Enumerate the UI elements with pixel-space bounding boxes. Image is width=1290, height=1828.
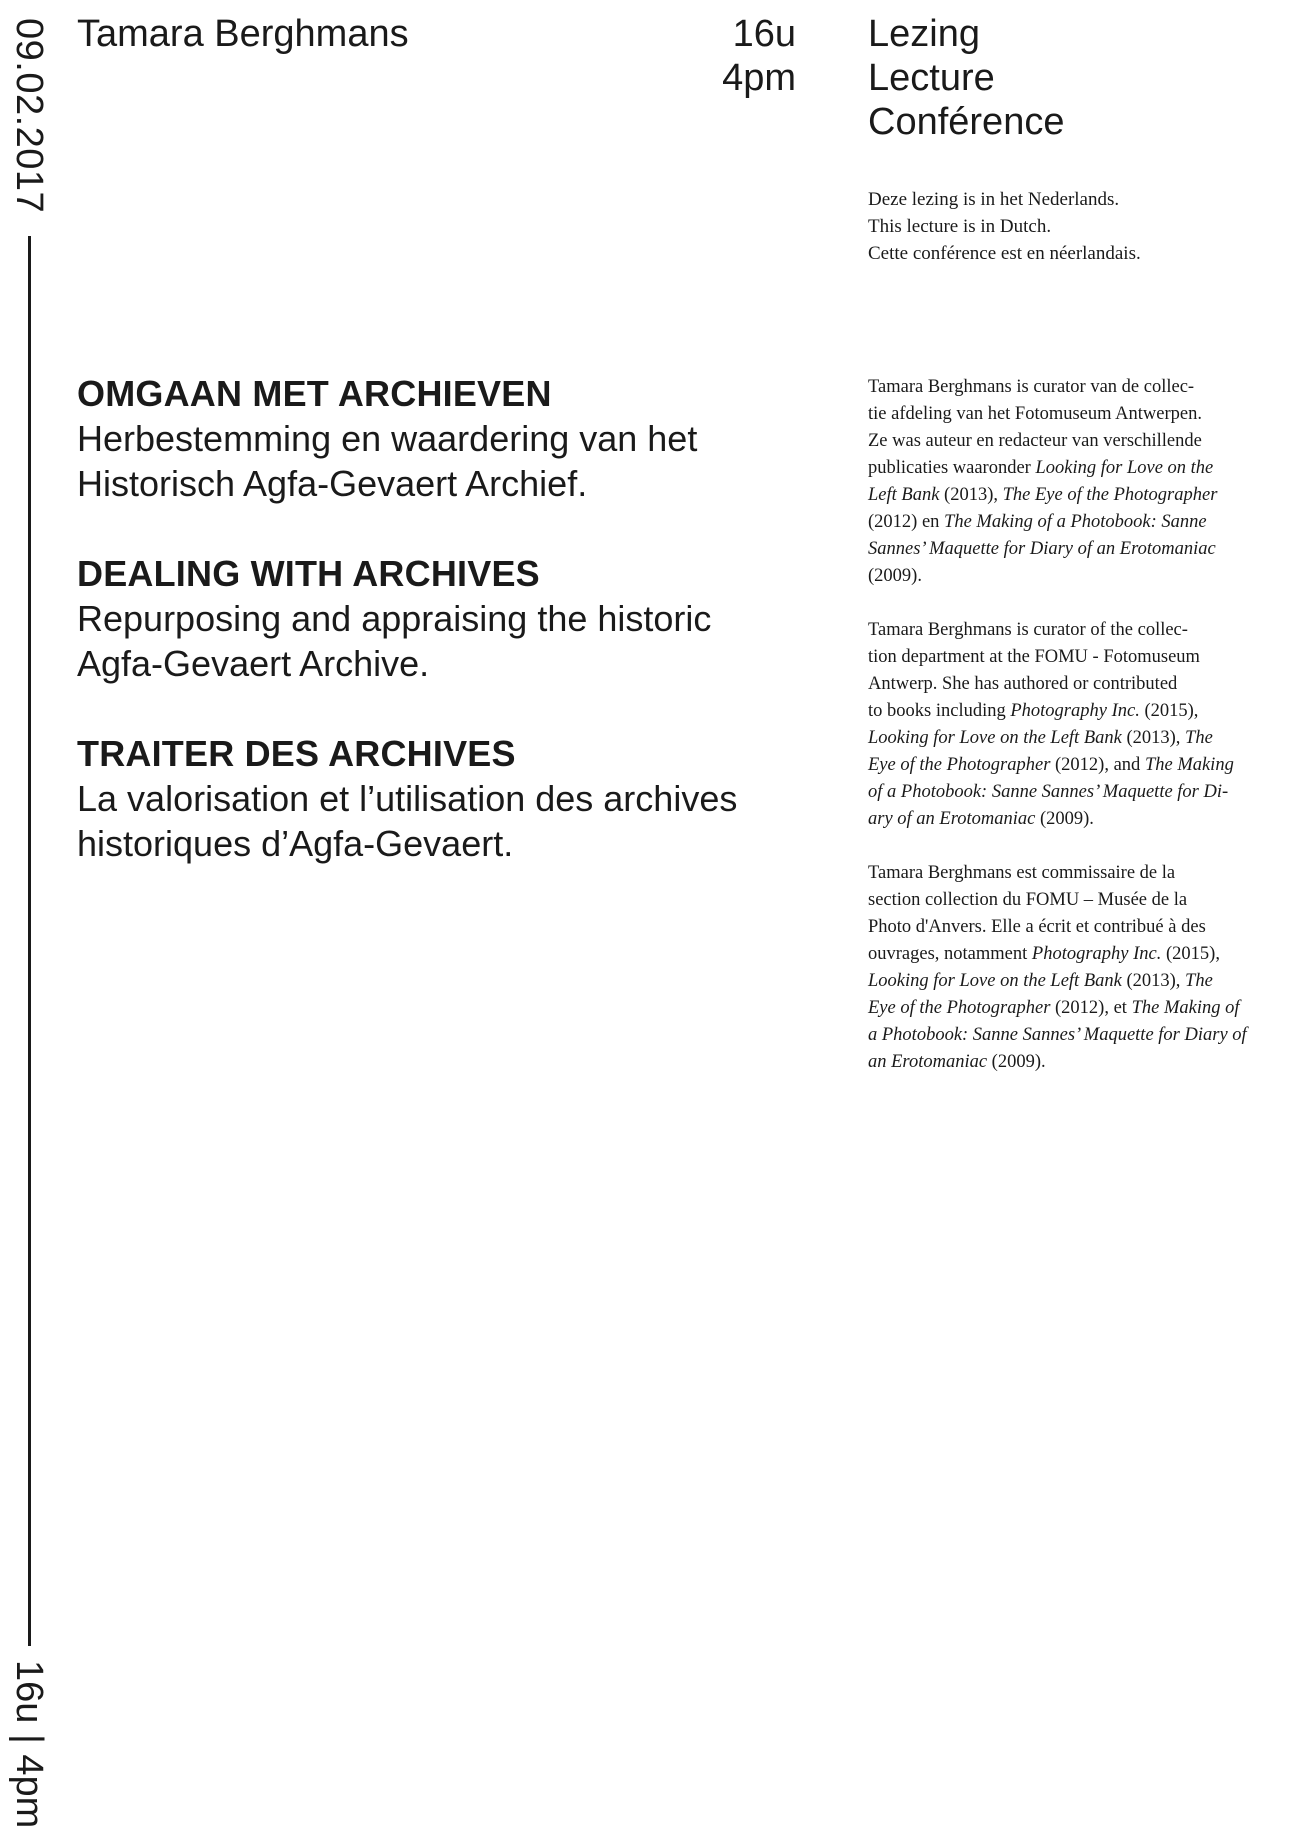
language-note-nl: Deze lezing is in het Nederlands. — [868, 189, 1120, 210]
side-date: 09.02.2017 — [8, 18, 50, 214]
title-group-fr — [77, 732, 837, 866]
bio-line — [868, 968, 1268, 995]
side-time: 16u | 4pm — [8, 1660, 50, 1828]
bio-book-title: The — [1185, 971, 1213, 991]
bio-text: (2013), — [1121, 971, 1186, 991]
bio-book-title: Sannes’ Maquette for Diary of an Erotomaniac — [868, 539, 1216, 559]
bio-book-title: The Making of — [1131, 998, 1240, 1018]
bio-en — [868, 617, 1268, 833]
bio-line — [868, 455, 1268, 482]
bio-text: (2009). — [987, 1052, 1046, 1072]
title-heading-fr: TRAITER DES ARCHIVES — [77, 733, 516, 774]
title-group-nl — [77, 372, 837, 506]
bio-book-title: Eye of the Photographer — [868, 998, 1051, 1018]
bio-text: (2013), — [939, 485, 1003, 505]
event-type-en: Lecture — [868, 57, 995, 99]
bio-line — [868, 725, 1268, 752]
bio-book-title: The Eye of the Photographer — [1002, 485, 1218, 505]
bio-text: to books including — [868, 701, 1011, 721]
bio-book-title: Eye of the Photographer — [868, 755, 1051, 775]
language-note-en: This lecture is in Dutch. — [868, 216, 1052, 237]
bio-line — [868, 752, 1268, 779]
bio-nl — [868, 374, 1268, 590]
bio-book-title: The Making — [1144, 755, 1234, 775]
bio-book-title: Looking for Love on the Left Bank — [868, 728, 1122, 748]
title-subtitle-line: Herbestemming en waardering van het — [77, 418, 698, 459]
event-type-nl: Lezing — [868, 13, 980, 55]
bio-line — [868, 536, 1268, 563]
bio-line: Antwerp. She has authored or contributed — [868, 674, 1178, 694]
time-block — [640, 12, 796, 100]
bio-book-title: Looking for Love on the Left Bank — [868, 971, 1122, 991]
bio-book-title: Left Bank — [868, 485, 940, 505]
bio-line — [868, 1049, 1268, 1076]
bio-line — [868, 698, 1268, 725]
bio-text: ouvrages, notamment — [868, 944, 1032, 964]
title-heading-nl: OMGAAN MET ARCHIEVEN — [77, 373, 552, 414]
bio-line: Tamara Berghmans is curator van de collec- — [868, 377, 1195, 397]
title-subtitle-en — [77, 596, 837, 686]
bio-book-title: The Making of a Photobook: Sanne — [944, 512, 1207, 532]
bio-text: publicaties waaronder — [868, 458, 1036, 478]
title-heading-en: DEALING WITH ARCHIVES — [77, 553, 540, 594]
bio-line — [868, 941, 1268, 968]
title-subtitle-line: Historisch Agfa-Gevaert Archief. — [77, 463, 588, 504]
speaker-name: Tamara Berghmans — [77, 13, 409, 55]
bio-line: Photo d'Anvers. Elle a écrit et contribué à des — [868, 917, 1206, 937]
bio-text: (2013), — [1121, 728, 1186, 748]
side-rule-divider — [28, 236, 31, 1646]
bio-line: tion department at the FOMU - Fotomuseum — [868, 647, 1200, 667]
title-subtitle-line: La valorisation et l’utilisation des archives — [77, 778, 738, 819]
bio-book-title: Photography Inc. — [1010, 701, 1140, 721]
time-nl: 16u — [732, 13, 796, 55]
language-note-fr: Cette conférence est en néerlandais. — [868, 243, 1141, 264]
bio-line — [868, 779, 1268, 806]
bio-line: section collection du FOMU – Musée de la — [868, 890, 1188, 910]
title-subtitle-fr — [77, 776, 837, 866]
title-group-en — [77, 552, 837, 686]
bio-line — [868, 509, 1268, 536]
bio-book-title: Photography Inc. — [1031, 944, 1162, 964]
bio-book-title: a Photobook: Sanne Sannes’ Maquette for Diary of — [868, 1025, 1247, 1045]
bio-line: (2009). — [868, 566, 922, 586]
title-subtitle-line: Repurposing and appraising the historic — [77, 598, 712, 639]
bio-text: (2009). — [1035, 809, 1094, 829]
event-type-block — [868, 12, 1064, 144]
bio-book-title: Looking for Love on the — [1035, 458, 1214, 478]
bio-line: Ze was auteur en redacteur van verschillende — [868, 431, 1202, 451]
title-subtitle-nl — [77, 416, 837, 506]
bio-text: (2015), — [1139, 701, 1199, 721]
bio-book-title: ary of an Erotomaniac — [868, 809, 1036, 829]
bio-fr — [868, 860, 1268, 1076]
bio-text: (2015), — [1161, 944, 1220, 964]
speaker-bios — [868, 374, 1268, 1103]
time-en: 4pm — [722, 57, 796, 99]
bio-text: (2012), et — [1050, 998, 1132, 1018]
bio-line — [868, 806, 1268, 833]
bio-line — [868, 995, 1268, 1022]
bio-line — [868, 482, 1268, 509]
bio-line: tie afdeling van het Fotomuseum Antwerpen. — [868, 404, 1202, 424]
bio-book-title: an Erotomaniac — [868, 1052, 988, 1072]
lecture-titles — [77, 372, 837, 912]
bio-line: Tamara Berghmans est commissaire de la — [868, 863, 1176, 883]
bio-line: Tamara Berghmans is curator of the collec- — [868, 620, 1188, 640]
title-subtitle-line: historiques d’Agfa-Gevaert. — [77, 823, 514, 864]
language-note — [868, 186, 1141, 267]
bio-text: (2012), and — [1050, 755, 1145, 775]
bio-book-title: of a Photobook: Sanne Sannes’ Maquette for Di- — [868, 782, 1229, 802]
title-subtitle-line: Agfa-Gevaert Archive. — [77, 643, 430, 684]
bio-line — [868, 1022, 1268, 1049]
bio-book-title: The — [1185, 728, 1213, 748]
event-type-fr: Conférence — [868, 101, 1065, 143]
bio-text: (2012) en — [868, 512, 945, 532]
